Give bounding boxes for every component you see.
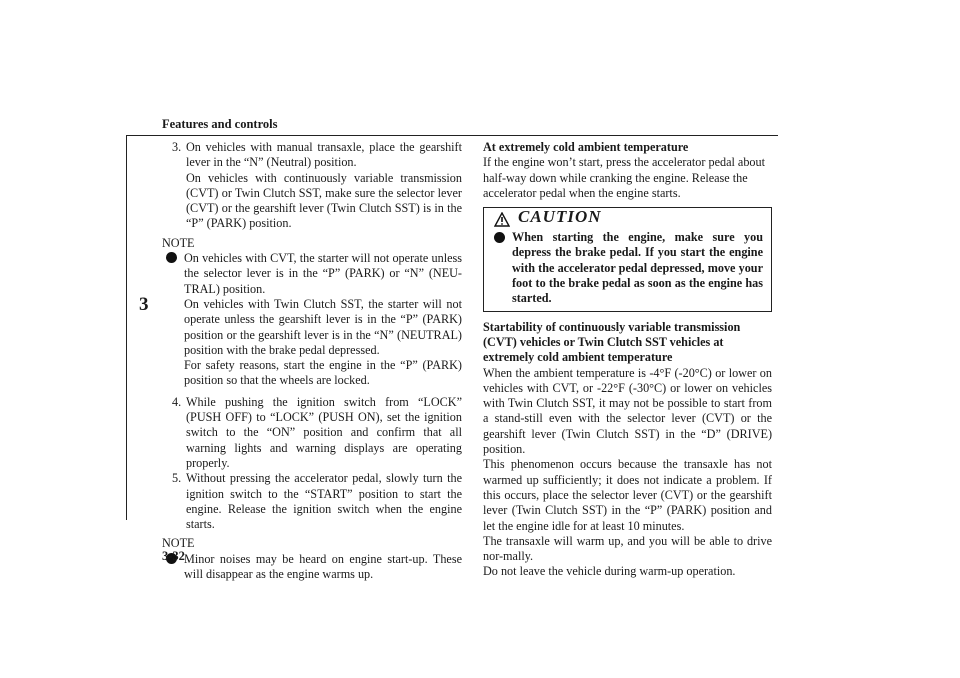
step-number: 5. (172, 471, 182, 486)
startability-heading: Startability of continuously variable transmission (CVT) vehicles or Twin Clutch SST vehicles at extremely cold ambient temperature (483, 319, 741, 365)
step-5 (162, 471, 462, 532)
step-3-text-1: On vehicles with manual transaxle, place the gearshift lever in the “N” (Neutral) position. (186, 140, 462, 170)
cold-text: If the engine won’t start, press the accelerator pedal about half-way down while cranking the engine. Release the accelerator pedal when the engine starts. (483, 155, 766, 200)
note-label: NOTE (162, 235, 195, 250)
page-number: 3-32 (162, 549, 185, 563)
note-text-3: For safety reasons, start the engine in the “P” (PARK) position so that the wheels are locked. (184, 358, 462, 388)
chapter-number: 3 (139, 294, 149, 315)
cold-heading: At extremely cold ambient temperature (483, 140, 689, 154)
caution-title: CAUTION (518, 207, 602, 227)
caution-body (484, 230, 771, 306)
right-column (483, 140, 772, 580)
left-column (162, 140, 462, 582)
startability-text-1: When the ambient temperature is -4°F (-20°C) or lower on vehicles with CVT, or -22°F (-30°C) or lower on vehicles with Twin Clutch SST, it may not be possible to start from a stand-still even with the selector lever (CVT) or the gearshift lever (Twin Clutch SST) in the “D” (DRIVE) position. (483, 365, 772, 457)
warning-triangle-icon (494, 212, 510, 227)
header-rule (126, 135, 778, 136)
chapter-side-rule (126, 135, 127, 520)
step-3-text-2: On vehicles with continuously variable transmission (CVT) or Twin Clutch SST, make sure the selector lever (CVT) or the gearshift lever (Twin Clutch SST) is in the “P” (PARK) position. (186, 170, 462, 231)
note-item (162, 552, 462, 583)
note-label: NOTE (162, 536, 195, 551)
caution-header (484, 208, 771, 230)
note-text-2: On vehicles with Twin Clutch SST, the starter will not operate unless the gearshift lever is in the “P” (PARK) position or the gearshift lever is in the “N” (NEUTRAL) position with the brake pedal depressed. (184, 296, 462, 357)
note-item (162, 251, 462, 389)
bullet-dot-icon (166, 252, 177, 263)
step-number: 4. (172, 394, 182, 409)
step-5-text: Without pressing the accelerator pedal, slowly turn the ignition switch to the “START” position to start the engine. Release the ignition switch when the engine starts. (186, 471, 462, 532)
caution-box (483, 207, 772, 311)
section-title: Features and controls (162, 117, 278, 131)
startability-text-3: The transaxle will warm up, and you will be able to drive nor-mally. (483, 533, 772, 564)
note-text-1: On vehicles with CVT, the starter will not operate unless the selector lever is in the “P” (PARK) or “N” (NEU-TRAL) position. (184, 251, 462, 296)
note-2-text: Minor noises may be heard on engine start-up. These will disappear as the engine warms up. (184, 551, 462, 582)
step-4-text: While pushing the ignition switch from “LOCK” (PUSH OFF) to “LOCK” (PUSH ON), set the ignition switch to the “ON” position and confirm that all warning lights and warning displays are operating properly. (186, 394, 462, 470)
startability-text-4: Do not leave the vehicle during warm-up operation. (483, 564, 736, 579)
caution-text: When starting the engine, make sure you depress the brake pedal. If you start the engine with the accelerator pedal depressed, move your foot to the brake pedal as soon as the engine has started. (512, 230, 763, 306)
bullet-dot-icon (494, 232, 505, 243)
startability-text-2: This phenomenon occurs because the transaxle has not warmed up sufficiently; it does not indicate a problem. If this occurs, place the selector lever (CVT) or the gearshift lever (Twin Clutch SST) in the “P” (PARK) position and let the engine idle for at least 10 minutes. (483, 457, 772, 533)
step-number: 3. (172, 140, 182, 154)
step-3 (162, 140, 462, 232)
step-4 (162, 395, 462, 471)
